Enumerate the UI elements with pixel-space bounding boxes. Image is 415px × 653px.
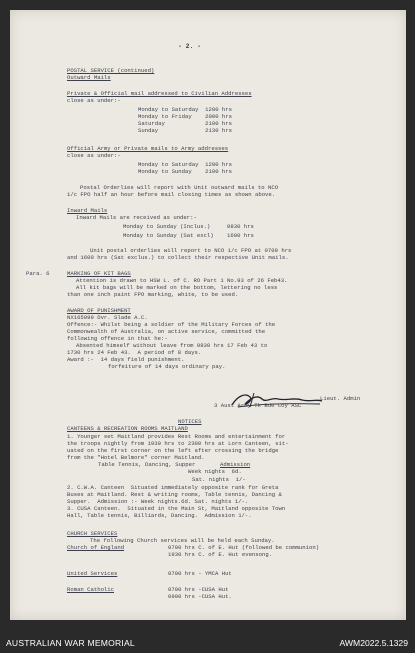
civil-row: Saturday 2100 hrs [138,120,232,127]
footer-source: AUSTRALIAN WAR MEMORIAL [6,638,135,648]
church-time: 0700 hrs - YMCA Hut [168,570,232,577]
notices-heading: NOTICES [178,418,202,425]
canteen-text: Supper. Admission :- Week nights.6d. Sat. nights 1/-. [67,498,249,505]
army-row: Monday to Saturday 1200 hrs [138,161,232,168]
canteen-text: Hall, Table tennis, Billiards, Dancing. Admission 1/-. [67,512,252,519]
church-time: 0700 hrs C. of E. Hut (followed be communion) [168,544,320,551]
footer-bar [0,628,415,653]
admission-heading: Admission [220,461,251,468]
church-time: 1930 hrs C. of E. Hut evensong. [168,551,273,558]
inward-row: Monday to Sunday (Inclus.) 0830 hrs [123,223,254,230]
punishment-heading: AWARD OF PUNISHMENT [67,307,131,314]
punishment-text: Offence:- Whilst being a soldier of the Military Forces of the [67,321,276,328]
footer-identifier: AWM2022.5.1329 [339,638,408,648]
canteen-text: 3. CUSA Canteen. Situated in the Main St, Maitland opposite Town [67,505,286,512]
punishment-text: forfeiture of 14 days ordinary pay. [108,363,226,370]
inward-mails-heading: Inward Mails [67,207,108,214]
page-number: - 2. - [178,43,202,50]
admission-row: Sat. nights 1/- [192,476,246,483]
outward-mails-heading: Outward Mails [67,74,111,81]
para-label: Para. 6 [26,270,50,277]
orderlies-text: Postal Orderlies will report with Unit outward mails to NCO [80,184,279,191]
civil-row: Monday to Saturday 1200 hrs [138,106,232,113]
canteen-activities: Table Tennis, Dancing, Supper [98,461,196,468]
canteen-text: the troops nightly from 1930 hrs to 2300 hrs at Lorn Canteen, sit- [67,440,289,447]
church-of-england-label: Church of England [67,544,125,551]
canteens-heading: CANTEENS & RECREATION ROOMS MAITLAND [67,425,188,432]
canteen-text: 2. C.W.A. Canteen Situated immediately opposite rank for Greta [67,484,279,491]
document-page [10,10,406,620]
church-time: 0900 hrs -CUSA Hut. [168,593,232,600]
kit-bags-text: Attention is drawn to HSW L. of C. RO Part 1 No.93 of 26 Feb43. [76,277,288,284]
army-heading: Official Army or Private mails to Army addresses [67,145,229,152]
inward-intro: Inward Mails are received as under:- [76,214,197,221]
kit-bags-text: than one inch paint FPO marking, white, to be used. [67,291,239,298]
canteen-text: Buses at Maitland. Rest & writing rooms, Table tennis, Dancing & [67,491,282,498]
punishment-text: Commonwealth of Australia, on active service, committed the [67,328,266,335]
canteen-text: 1. Younger set Maitland provides Rest Rooms and entertainment for [67,433,286,440]
kit-bags-heading: MARKING OF KIT BAGS [67,270,131,277]
kit-bags-text: All kit bags will be marked on the bottom, lettering no less [76,284,278,291]
civil-close: close as under:- [67,97,121,104]
punishment-text: NX165099 Dvr. Slade A.C. [67,314,148,321]
army-row: Monday to Sunday 2100 hrs [138,168,232,175]
postal-heading: POSTAL SERVICE (continued) [67,67,155,74]
inward-row: Monday to Sunday (Sat excl) 1600 hrs [123,232,254,239]
civil-heading: Private & Official mail addressed to Civilian Addresses [67,90,252,97]
signature-unit: 3 Aust Army Tk Bde Coy ASC [214,402,302,409]
united-services-label: United Services [67,570,118,577]
canteen-text: uated on the first corner on the left after crossing the bridge [67,447,279,454]
punishment-text: Absented himself without leave from 0830 hrs 17 Feb 43 to [76,342,268,349]
unit-orderlies-text: Unit postal orderlies will report to NCO 1/c FPO at 0700 hrs [90,247,292,254]
punishment-text: Award :- 14 days field punishment. [67,356,185,363]
canteen-text: from the "Hotel Belmore" corner Maitland. [67,454,205,461]
orderlies-text: 1/c FPO half an hour before mail closing times as shown above. [67,191,276,198]
punishment-text: following offence in that he:- [67,335,168,342]
church-time: 0700 hrs -CUSA Hut [168,586,229,593]
church-services-heading: CHURCH SERVICES [67,530,118,537]
roman-catholic-label: Roman Catholic [67,586,114,593]
signature-rank: Lieut. Admin [320,395,361,402]
army-close: close as under:- [67,152,121,159]
civil-row: Sunday 2130 hrs [138,127,232,134]
admission-row: Week nights 6d. [188,468,242,475]
punishment-text: 1730 hrs 24 Feb 43. A period of 8 days. [67,349,202,356]
unit-orderlies-text: and 1600 hrs (Sat exclus.) to collect their respective Unit mails. [67,254,289,261]
civil-row: Monday to Friday 2000 hrs [138,113,232,120]
church-text: The following Church services will be held each Sunday. [90,537,275,544]
